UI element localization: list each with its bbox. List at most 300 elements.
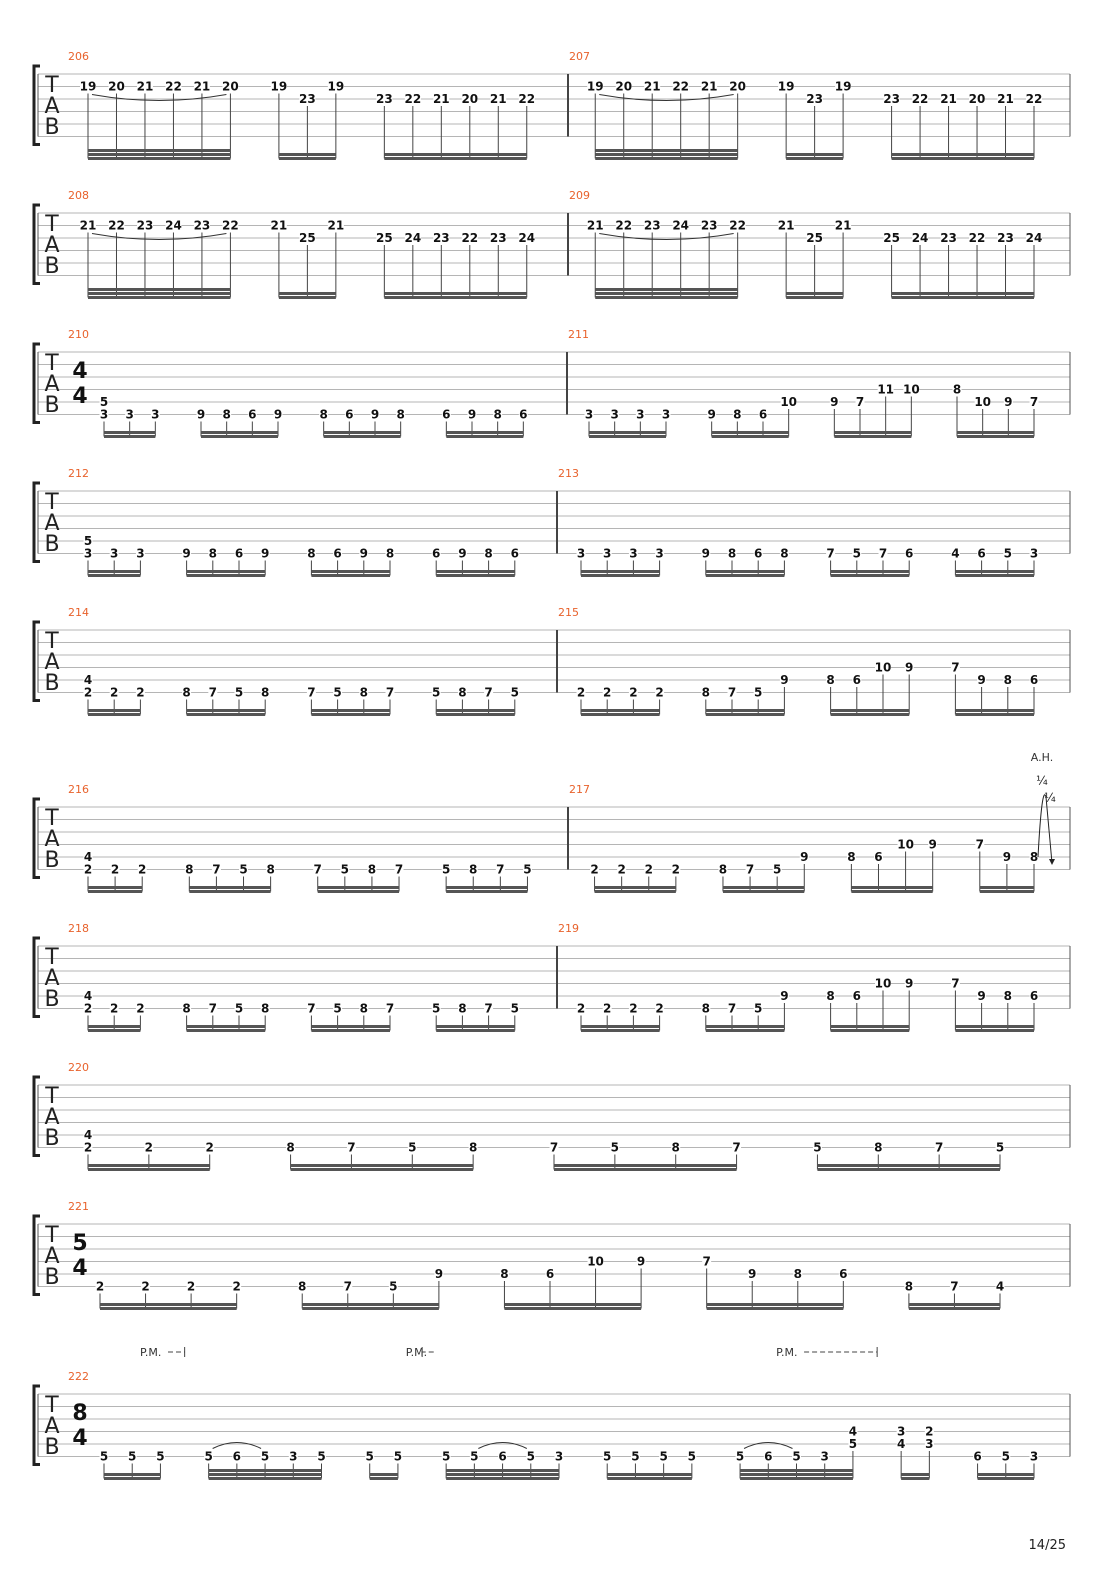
- fret-number: 10: [587, 1254, 604, 1269]
- beam: [909, 1303, 1000, 1306]
- beam: [817, 1164, 1000, 1167]
- fret-number: 10: [874, 660, 892, 675]
- beam: [436, 1029, 515, 1032]
- beam: [436, 570, 515, 573]
- fret-number: 8: [874, 1140, 883, 1155]
- beam: [187, 574, 266, 577]
- fret-number: 5: [234, 685, 244, 700]
- fret-number: 24: [911, 231, 929, 245]
- fret-number: 3: [151, 407, 160, 422]
- fret-number: 8: [493, 407, 502, 422]
- beam: [706, 713, 785, 716]
- beam: [723, 890, 804, 893]
- tab-clef-letter: B: [44, 254, 60, 279]
- tab-clef-letter: T: [45, 1393, 59, 1418]
- fret-number: 9: [467, 407, 477, 422]
- beam: [88, 288, 230, 291]
- system-bracket: [34, 938, 40, 1017]
- page-number: 14/25: [1028, 1538, 1066, 1553]
- fret-number: 7: [855, 395, 865, 409]
- beam: [595, 886, 676, 889]
- fret-number: 8: [952, 382, 962, 397]
- fret-number: 5: [260, 1449, 270, 1464]
- fret-number: 6: [545, 1267, 555, 1281]
- fret-number: 21: [270, 218, 288, 233]
- fret-number: 6: [248, 407, 257, 422]
- fret-number: 8: [359, 1001, 368, 1016]
- beam: [554, 1164, 737, 1167]
- fret-number: 22: [461, 231, 479, 245]
- beam: [311, 570, 390, 573]
- fret-number: 8: [904, 1279, 914, 1294]
- beam: [436, 713, 515, 716]
- fret-number: 6: [333, 546, 342, 561]
- tab-clef-letter: T: [45, 212, 59, 237]
- system-bracket: [34, 799, 40, 878]
- fret-number: 2: [590, 862, 599, 877]
- fret-number: 7: [975, 837, 984, 852]
- fret-number: 23: [700, 218, 718, 233]
- tab-clef-letter: A: [44, 966, 60, 991]
- fret-number: 20: [108, 79, 125, 94]
- fret-number: 2: [136, 685, 145, 700]
- fret-number: 6: [758, 407, 768, 422]
- fret-number: 6: [874, 850, 883, 864]
- tab-clef-letter: T: [45, 490, 59, 515]
- beam: [88, 1164, 210, 1167]
- fret-number: 3: [110, 546, 119, 561]
- beam: [279, 153, 336, 156]
- fret-number: 2: [629, 685, 638, 700]
- fret-number: 2: [655, 685, 664, 700]
- fret-number: 2: [617, 862, 626, 877]
- fret-number: 3: [820, 1449, 829, 1464]
- beam: [187, 1025, 266, 1028]
- beam: [209, 1473, 322, 1476]
- fret-number: 19: [327, 79, 345, 94]
- system-bracket: [34, 1386, 40, 1465]
- tab-clef-letter: T: [45, 1084, 59, 1109]
- fret-number: 5: [128, 1449, 137, 1464]
- fret-number: 7: [385, 1001, 395, 1016]
- beam: [851, 886, 932, 889]
- measure-number: 216: [68, 783, 89, 796]
- palm-mute-label: P.M.: [405, 1346, 428, 1359]
- fret-number: 21: [489, 92, 507, 106]
- beam: [786, 153, 843, 156]
- fret-number: 8: [266, 862, 275, 877]
- beam: [834, 431, 911, 434]
- beam: [436, 1025, 515, 1028]
- fret-number: 8: [222, 407, 231, 422]
- fret-number: 2: [671, 862, 681, 877]
- fret-number: 21: [136, 79, 154, 94]
- beam: [957, 435, 1034, 438]
- fret-number: 21: [940, 92, 957, 106]
- fret-number: 22: [911, 92, 929, 106]
- fret-number: 3: [925, 1437, 934, 1451]
- fret-number: 20: [729, 79, 747, 94]
- beam: [187, 709, 266, 712]
- fret-number: 5: [333, 1001, 342, 1016]
- fret-number: 5: [523, 862, 532, 877]
- beam: [892, 153, 1034, 156]
- measure-number: 214: [68, 606, 89, 619]
- fret-number: 2: [629, 1001, 638, 1016]
- beam: [957, 431, 1034, 434]
- beam: [955, 574, 1034, 577]
- beam: [88, 1025, 140, 1028]
- beam: [189, 886, 270, 889]
- fret-number: 5: [389, 1279, 398, 1294]
- fret-number: 5: [234, 1001, 244, 1016]
- tab-clef-letter: B: [44, 1435, 60, 1460]
- fret-number: 5: [441, 862, 451, 877]
- beam: [707, 1307, 844, 1310]
- beam: [370, 1473, 398, 1476]
- fret-number: 5: [610, 1140, 620, 1155]
- beam: [786, 296, 843, 299]
- fret-number: 2: [205, 1140, 214, 1155]
- fret-number: 8: [733, 407, 742, 422]
- beam: [187, 1029, 266, 1032]
- fret-number: 9: [707, 407, 716, 422]
- tab-clef-letter: A: [44, 372, 60, 397]
- fret-number: 24: [1025, 231, 1043, 245]
- beam: [554, 1168, 737, 1171]
- fret-number: 8: [385, 546, 395, 561]
- fret-number: 7: [347, 1140, 356, 1155]
- fret-number: 22: [222, 218, 239, 233]
- fret-number: 9: [748, 1267, 757, 1281]
- tab-clef-letter: B: [44, 848, 60, 873]
- beam: [706, 709, 785, 712]
- fret-number: 6: [973, 1449, 982, 1464]
- fret-number: 10: [902, 382, 920, 397]
- beam: [187, 713, 266, 716]
- fret-number: 9: [800, 850, 809, 864]
- fret-number: 23: [432, 231, 450, 245]
- fret-number: 8: [182, 1001, 191, 1016]
- measure-number: 209: [569, 189, 590, 202]
- fret-number: 6: [754, 546, 763, 561]
- beam: [706, 1025, 785, 1028]
- tab-clef-letter: T: [45, 351, 59, 376]
- beam: [88, 153, 230, 156]
- fret-number: 5: [1001, 1449, 1010, 1464]
- fret-number: 6: [442, 407, 451, 422]
- beam: [831, 1025, 910, 1028]
- tab-clef-letter: T: [45, 73, 59, 98]
- fret-number: 21: [643, 79, 661, 94]
- beam: [955, 570, 1034, 573]
- fret-number: 3: [83, 546, 93, 561]
- fret-number: 9: [780, 673, 789, 687]
- measure-number: 210: [68, 328, 89, 341]
- fret-number: 23: [997, 231, 1014, 245]
- beam: [581, 709, 660, 712]
- beam: [607, 1477, 692, 1480]
- fret-number: 9: [780, 989, 789, 1003]
- fret-number: 8: [286, 1140, 295, 1155]
- fret-number: 7: [484, 1001, 493, 1016]
- beam: [88, 886, 142, 889]
- fret-number: 2: [83, 862, 93, 877]
- beam: [384, 153, 526, 156]
- fret-number: 8: [298, 1279, 307, 1294]
- fret-number: 6: [232, 1449, 242, 1464]
- beam: [892, 292, 1034, 295]
- fret-number: 22: [729, 218, 747, 233]
- beam: [446, 435, 523, 438]
- beam: [88, 713, 140, 716]
- fret-number: 10: [780, 395, 798, 409]
- fret-number: 9: [1004, 395, 1013, 409]
- fret-number: 6: [519, 407, 528, 422]
- beam: [370, 1477, 398, 1480]
- fret-number: 8: [826, 989, 835, 1003]
- fret-number: 9: [636, 1254, 646, 1269]
- beam: [786, 157, 843, 160]
- fret-number: 3: [629, 546, 638, 561]
- beam: [581, 713, 660, 716]
- palm-mute-label: P.M.: [140, 1346, 162, 1359]
- measure-number: 208: [68, 189, 89, 202]
- measure-number: 217: [569, 783, 590, 796]
- fret-number: 23: [193, 218, 211, 233]
- time-signature-top: 5: [72, 1231, 88, 1256]
- measure-number: 221: [68, 1200, 89, 1213]
- fret-number: 6: [498, 1449, 507, 1464]
- fret-number: 4: [995, 1279, 1005, 1294]
- fret-number: 19: [270, 79, 288, 94]
- fret-number: 7: [745, 862, 755, 877]
- fret-number: 5: [687, 1449, 697, 1464]
- beam: [384, 296, 526, 299]
- fret-number: 19: [79, 79, 97, 94]
- fret-number: 6: [1029, 989, 1039, 1003]
- beam: [901, 1477, 929, 1480]
- fret-number: 5: [99, 395, 109, 409]
- beam: [104, 1473, 160, 1476]
- fret-number: 5: [99, 1449, 109, 1464]
- fret-number: 23: [375, 92, 393, 106]
- tab-clef-letter: A: [44, 650, 60, 675]
- beam: [88, 157, 230, 160]
- fret-number: 7: [727, 1001, 737, 1016]
- fret-number: 9: [196, 407, 206, 422]
- fret-number: 2: [95, 1279, 105, 1294]
- fret-number: 21: [432, 92, 450, 106]
- system-bracket: [34, 205, 40, 284]
- slur: [599, 95, 733, 101]
- beam: [980, 890, 1034, 893]
- fret-number: 22: [518, 92, 536, 106]
- beam: [436, 574, 515, 577]
- beam: [104, 431, 155, 434]
- beam: [740, 1473, 853, 1476]
- tab-clef-letter: B: [44, 115, 60, 140]
- beam: [581, 570, 660, 573]
- tab-clef-letter: B: [44, 1265, 60, 1290]
- fret-number: 2: [603, 685, 612, 700]
- beam: [279, 157, 336, 160]
- fret-number: 8: [671, 1140, 680, 1155]
- fret-number: 4: [951, 546, 960, 561]
- fret-number: 2: [136, 1001, 145, 1016]
- fret-number: 21: [327, 218, 345, 233]
- fret-number: 23: [806, 92, 823, 106]
- fret-number: 9: [273, 407, 283, 422]
- beam: [302, 1307, 439, 1310]
- beam: [706, 1029, 785, 1032]
- fret-number: 2: [83, 1001, 93, 1016]
- time-signature-bottom: 4: [72, 384, 88, 409]
- fret-number: 6: [432, 546, 441, 561]
- beam: [446, 890, 527, 893]
- palm-mute-label: P.M.: [776, 1346, 798, 1359]
- fret-number: 7: [732, 1140, 741, 1155]
- fret-number: 6: [977, 546, 986, 561]
- fret-number: 24: [404, 231, 422, 245]
- fret-number: 8: [396, 407, 405, 422]
- fret-number: 7: [934, 1140, 944, 1155]
- beam: [88, 292, 230, 295]
- fret-number: 5: [1003, 546, 1012, 561]
- fret-number: 5: [510, 685, 519, 700]
- fret-number: 5: [603, 1449, 612, 1464]
- measure-number: 215: [558, 606, 579, 619]
- beam: [318, 890, 399, 893]
- fret-number: 3: [636, 407, 645, 422]
- fret-number: 3: [99, 407, 109, 422]
- fret-number: 6: [764, 1449, 773, 1464]
- fret-number: 3: [661, 407, 671, 422]
- fret-number: 4: [896, 1437, 906, 1451]
- fret-number: 8: [319, 407, 328, 422]
- fret-number: 8: [718, 862, 728, 877]
- fret-number: 7: [394, 862, 404, 877]
- fret-number: 5: [441, 1449, 451, 1464]
- fret-number: 10: [974, 395, 992, 409]
- beam: [581, 574, 660, 577]
- fret-number: 9: [905, 976, 914, 991]
- beam: [834, 435, 911, 438]
- fret-number: 8: [1003, 673, 1012, 687]
- fret-number: 7: [727, 685, 737, 700]
- fret-number: 7: [1029, 395, 1039, 409]
- fret-number: 5: [510, 1001, 519, 1016]
- fret-number: 9: [359, 546, 368, 561]
- fret-number: 10: [897, 837, 914, 852]
- fret-number: 7: [702, 1254, 711, 1269]
- fret-number: 22: [404, 92, 422, 106]
- fret-number: 8: [1029, 850, 1039, 864]
- tab-clef-letter: B: [44, 393, 60, 418]
- beam: [595, 149, 737, 152]
- fret-number: 7: [307, 1001, 316, 1016]
- fret-number: 8: [484, 546, 493, 561]
- fret-number: 9: [905, 660, 914, 675]
- fret-number: 2: [83, 1140, 93, 1155]
- fret-number: 9: [1002, 850, 1012, 864]
- beam: [595, 292, 737, 295]
- fret-number: 19: [777, 79, 795, 94]
- fret-number: 21: [777, 218, 795, 233]
- time-signature-top: 4: [72, 359, 88, 384]
- fret-number: 5: [772, 862, 782, 877]
- fret-number: 23: [489, 231, 507, 245]
- fret-number: 3: [603, 546, 612, 561]
- fret-number: 8: [826, 673, 835, 687]
- beam: [955, 713, 1034, 716]
- slur: [744, 1443, 792, 1449]
- fret-number: 8: [468, 1140, 478, 1155]
- tab-clef-letter: A: [44, 1105, 60, 1130]
- fret-number: 7: [208, 685, 217, 700]
- fret-number: 5: [852, 546, 861, 561]
- fret-number: 2: [644, 862, 653, 877]
- beam: [901, 1473, 929, 1476]
- beam: [104, 435, 155, 438]
- fret-number: 21: [586, 218, 604, 233]
- fret-number: 22: [165, 79, 182, 94]
- beam: [189, 890, 270, 893]
- fret-number: 4: [83, 1128, 93, 1142]
- beam: [595, 288, 737, 291]
- fret-number: 2: [138, 862, 147, 877]
- beam: [892, 296, 1034, 299]
- fret-number: 2: [655, 1001, 664, 1016]
- beam: [88, 890, 142, 893]
- fret-number: 6: [852, 673, 861, 687]
- fret-number: 3: [576, 546, 586, 561]
- fret-number: 22: [615, 218, 633, 233]
- beam: [581, 1025, 660, 1028]
- system-bracket: [34, 1216, 40, 1295]
- fret-number: 3: [125, 407, 134, 422]
- beam: [595, 890, 676, 893]
- fret-number: 20: [615, 79, 633, 94]
- fret-number: 8: [701, 685, 710, 700]
- fret-number: 3: [289, 1449, 298, 1464]
- fret-number: 5: [735, 1449, 745, 1464]
- fret-number: 23: [883, 92, 900, 106]
- fret-number: 3: [136, 546, 145, 561]
- beam: [279, 292, 336, 295]
- tab-clef-letter: T: [45, 629, 59, 654]
- bend-release-label: ¼: [1044, 791, 1056, 805]
- beam: [712, 435, 789, 438]
- beam: [436, 709, 515, 712]
- fret-number: 4: [83, 989, 93, 1003]
- beam: [88, 1029, 140, 1032]
- measure-number: 222: [68, 1370, 89, 1383]
- beam: [201, 435, 278, 438]
- fret-number: 4: [83, 850, 93, 864]
- fret-number: 6: [510, 546, 519, 561]
- fret-number: 3: [554, 1449, 564, 1464]
- measure-number: 219: [558, 922, 579, 935]
- slur: [213, 1443, 261, 1449]
- fret-number: 3: [896, 1424, 906, 1439]
- fret-number: 25: [375, 231, 393, 245]
- beam: [712, 431, 789, 434]
- fret-number: 3: [1029, 546, 1039, 561]
- fret-number: 24: [165, 218, 182, 233]
- fret-number: 9: [434, 1267, 444, 1281]
- measure-number: 207: [569, 50, 590, 63]
